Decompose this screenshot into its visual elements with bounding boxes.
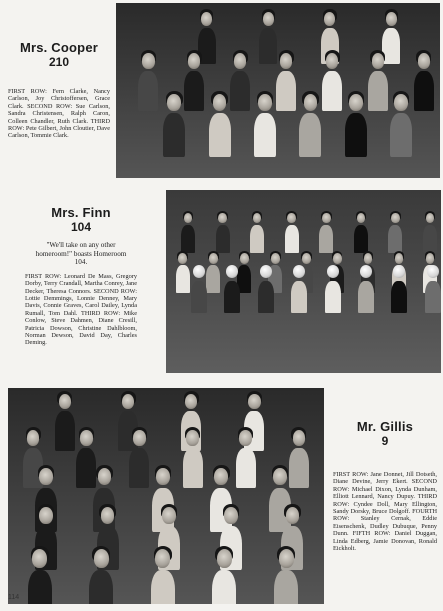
student-figure (224, 265, 240, 373)
student-roster: FIRST ROW: Leonard De Mass, Gregory Dorby, Terry Crandall, Martha Conrey, Jane Decker, Theresa Connors. SECOND ROW: Lottie Demmings, Lonnie Denney, Mary Davis, Connie Graves, Carol Dailey, Lynda Rumall, Tom Dahl. THIRD ROW: Mike Conlow, Steve Dahmen, Diane Cresill, Patricia Dowson, Christine Dahlbloom, Norman Dewson, David Day, Charles Deming. (25, 272, 137, 347)
student-figure (176, 252, 190, 373)
class-photo-cooper (116, 3, 440, 178)
student-figure (299, 92, 321, 178)
student-roster: FIRST ROW: Fern Clarke, Nancy Carlson, Joy Christoffersen, Grace Clark. SECOND ROW: Sue Carlson, Sandra Christensen, Ralph Caron, Colleen Chandler, Ruth Clark. THIRD ROW: Pete Gilbert, John Cloutier, Dave Carlson, Tommie Clark. (8, 88, 110, 140)
homeroom-quote: "We'll take on any other homeroom!" boasts Homeroom 104. (35, 241, 127, 267)
student-figure (258, 265, 274, 373)
student-figure (212, 548, 236, 604)
student-figure (391, 265, 407, 373)
student-roster: FIRST ROW: Jane Donnet, Jill Dotseth, Diane Devine, Jerry Ekert. SECOND ROW: Michael Dixon, Lynda Dunham, Elliott Lennard, Nancy Dupuy. THIRD ROW: Cyndee Doll, Mary Ellington, Sandy Dorsky, Bruce Dolgoff. FOURTH ROW: Stanley Cernak, Eddie Eisenschenk, Dudley Dubuque, Penny Dunn. FIFTH ROW: Daniel Duggan, Linda Edberg, Jamie Donovan, Ronald Eickholt. (333, 471, 437, 553)
student-figure (191, 265, 207, 373)
teacher-name: Mr. Gillis (356, 419, 414, 434)
student-figure (274, 548, 298, 604)
student-figure (55, 392, 75, 604)
student-figure (209, 92, 231, 178)
room-number: 9 (381, 434, 389, 448)
student-figure (89, 548, 113, 604)
class-info-finn (25, 205, 137, 347)
student-figure (138, 52, 158, 179)
student-figure (151, 548, 175, 604)
student-figure (230, 52, 250, 179)
class-info-gillis (333, 419, 437, 552)
room-number: 104 (70, 220, 92, 234)
teacher-name: Mrs. Cooper (19, 40, 99, 55)
student-figure (414, 52, 434, 179)
teacher-name: Mrs. Finn (51, 205, 111, 220)
student-figure (345, 92, 367, 178)
student-figure (184, 52, 204, 179)
class-info-cooper (8, 40, 110, 140)
student-figure (390, 92, 412, 178)
student-figure (425, 265, 441, 373)
student-figure (206, 252, 220, 373)
student-figure (254, 92, 276, 178)
student-figure (163, 92, 185, 178)
student-figure (183, 429, 203, 604)
class-photo-gillis (8, 388, 324, 604)
student-figure (129, 429, 149, 604)
class-photo-finn (166, 190, 441, 373)
student-figure (322, 52, 342, 179)
student-figure (368, 52, 388, 179)
student-figure (276, 52, 296, 179)
student-figure (28, 548, 52, 604)
student-figure (325, 265, 341, 373)
page-number: 114 (8, 594, 20, 601)
student-figure (291, 265, 307, 373)
room-number: 210 (48, 55, 70, 69)
student-figure (358, 265, 374, 373)
